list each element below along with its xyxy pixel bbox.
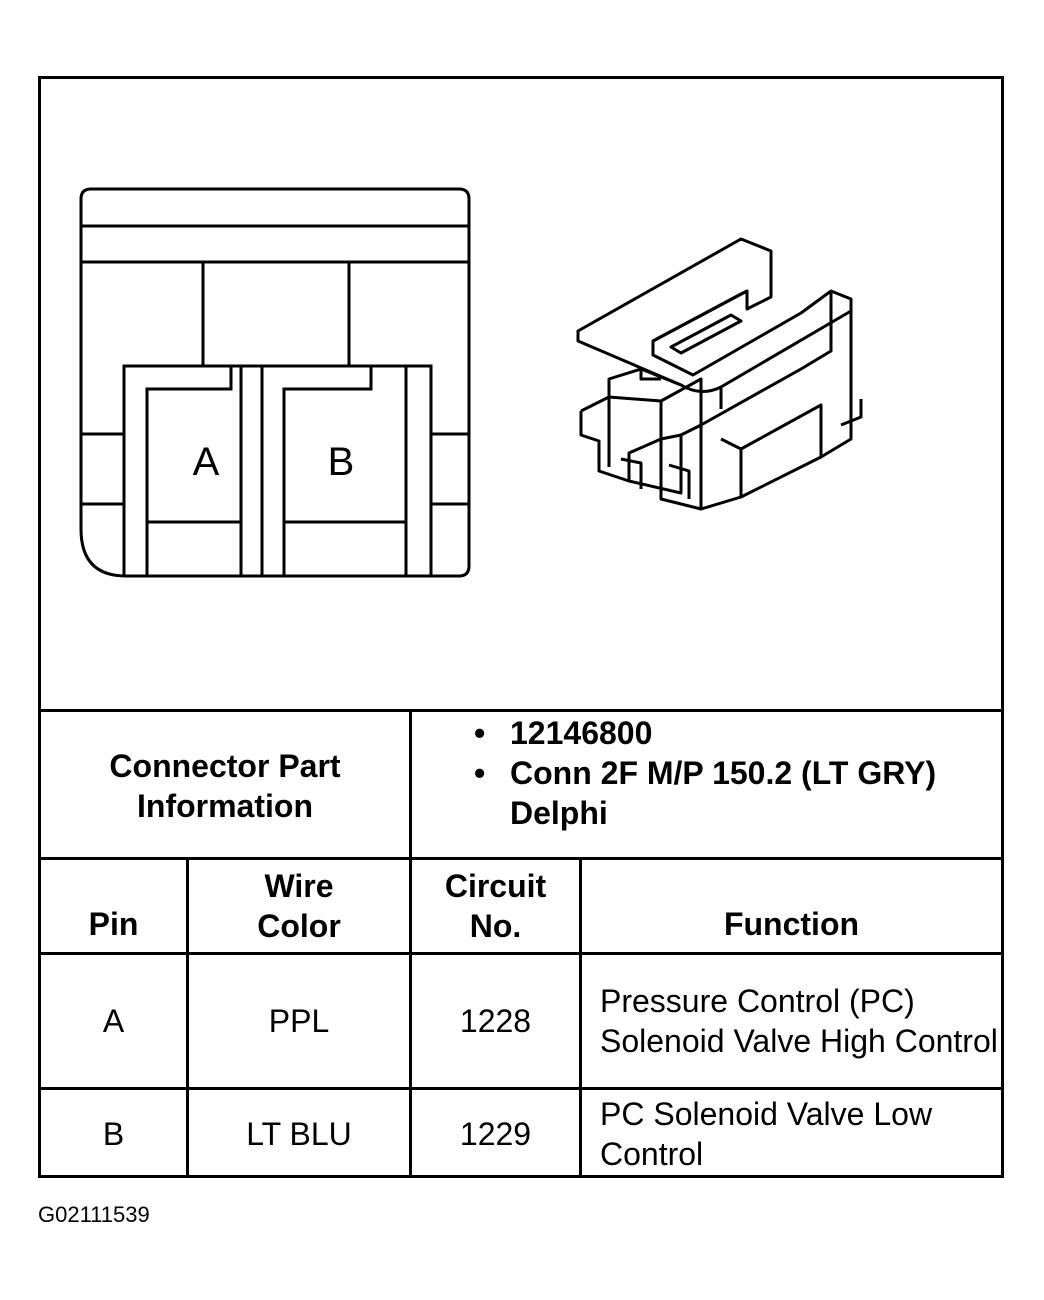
connector-figure-frame	[38, 76, 1004, 1178]
row-a-circuit: 1228	[459, 1003, 532, 1039]
header-function: Function	[723, 906, 860, 942]
row-b-function: PC Solenoid Valve Low Control	[600, 1096, 933, 1172]
row-a-pin: A	[102, 1003, 125, 1039]
part-number: • 12146800	[474, 713, 994, 753]
row-b-pin: B	[102, 1116, 125, 1152]
connector-drawing	[41, 79, 1001, 709]
figure-id: G02111539	[38, 1202, 150, 1227]
connector-description: • Conn 2F M/P 150.2 (LT GRY) Delphi	[474, 753, 994, 833]
connector-part-info-list	[474, 713, 994, 833]
connector-face-view	[81, 189, 469, 576]
pin-label-b: B	[327, 440, 355, 484]
row-b-wire-color: LT BLU	[246, 1116, 352, 1152]
header-pin: Pin	[88, 906, 139, 942]
table-column-divider	[186, 857, 189, 1178]
pin-label-a: A	[192, 440, 220, 484]
header-wire-color: Wire Color	[257, 868, 341, 944]
info-column-divider	[409, 709, 412, 859]
row-a-function: Pressure Control (PC) Solenoid Valve High Control	[600, 983, 998, 1059]
table-column-divider	[579, 857, 582, 1178]
row-b-circuit: 1229	[459, 1116, 532, 1152]
header-circuit-no: Circuit No.	[444, 868, 547, 944]
row-a-wire-color: PPL	[268, 1003, 330, 1039]
connector-isometric-view	[578, 239, 861, 509]
table-column-divider	[409, 857, 412, 1178]
connector-part-info-label: Connector Part Information	[109, 747, 341, 824]
